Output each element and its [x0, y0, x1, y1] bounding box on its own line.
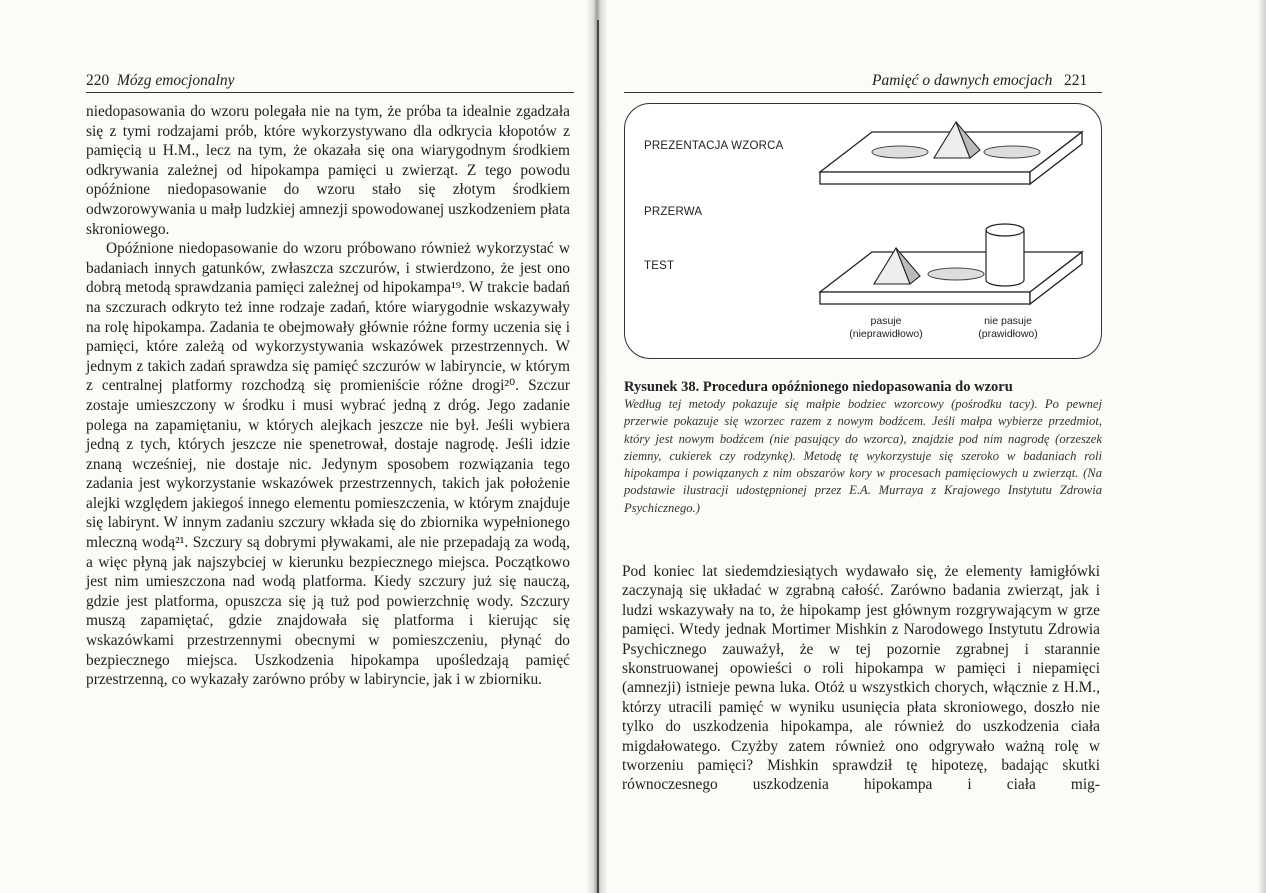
paragraph: niedopasowania do wzoru polegała nie na tym, że próba ta idealnie zgadzała się z tymi rodzajami prób, które wykorzystywano dla odkrycia kłopotów z pamięcią u H.M., lecz na tym, że okazała się ona wiarygodnym środkiem odkrywania zależnej od hipokampa pamięci u zwierząt. Z tego powodu opóźnione niedopasowanie do wzoru stało się złotym środkiem odwzorowywania u małp ludzkiej amnezji spowodowanej uszkodzeniem płata skroniowego.: [86, 103, 570, 238]
right-page-number: 221: [1063, 72, 1088, 89]
nonmatch-note: (prawidłowo): [978, 328, 1038, 340]
gutter-shadow-line: [597, 20, 599, 893]
left-header-rule: [86, 92, 574, 93]
cylinder-top: [986, 224, 1024, 236]
label-test: TEST: [644, 260, 675, 272]
left-running-title: Mózg emocjonalny: [117, 72, 235, 89]
presentation-tray-illustration: [820, 118, 1090, 194]
left-well: [872, 146, 928, 158]
test-tray-illustration: [820, 222, 1090, 312]
label-presentation: PREZENTACJA WZORCA: [644, 140, 784, 152]
match-note: (nieprawidłowo): [849, 328, 923, 340]
page-edge-shadow: [1258, 0, 1266, 893]
label-delay: PRZERWA: [644, 206, 703, 218]
cylinder-nonmatch: [986, 230, 1024, 286]
caption-title: Rysunek 38. Procedura opóźnionego niedopasowania do wzoru: [624, 379, 1013, 395]
match-label: pasuje: [870, 315, 902, 327]
right-header-rule: [624, 92, 1102, 93]
left-text-column: [86, 102, 570, 690]
figure-caption: [624, 378, 1102, 517]
right-page-header: [872, 72, 1087, 90]
nonmatch-label: nie pasuje: [984, 315, 1032, 327]
center-well: [928, 268, 984, 280]
right-running-title: Pamięć o dawnych emocjach: [872, 72, 1053, 89]
paragraph: Opóźnione niedopasowanie do wzoru próbowano również wykorzystać w badaniach innych gatunków, zwłaszcza szczurów, i stwierdzono, że jest ono dobrą metodą sprawdzania pamięci zależnej od hipokampa¹⁹. W trakcie badań na szczurach odkryto też inne rodzaje zadań, które wiarygodnie wskazywały na rolę hipokampa. Zadania te obejmowały głównie różne formy uczenia się i pamięci, które zależą od wykorzystywania wskazówek przestrzennych. W jednym z takich zadań sprawdza się pamięć szczurów w labiryncie, w którym z centralnej platformy rozchodzą się promieniście różne drogi²⁰. Szczur zostaje umieszczony w środku i musi wybrać jedną z dróg. Jego zadanie polega na zapamiętaniu, w których alejkach jeszcze nie był. Jeśli wybiera jedną z tych, których jeszcze nie spenetrował, dostaje nagrodę. Jeśli idzie znaną wcześniej, nie dostaje nic. Jedynym sposobem rozwiązania tego zadania jest wykorzystanie wskazówek przestrzennych, takich jak położenie alejki względem jakiegoś innego elementu pomieszczenia, w którym znajduje się labirynt. W innym zadaniu szczury wkłada się do zbiornika wypełnionego mleczną wodą²¹. Szczury są dobrymi pływakami, ale nie przepadają za wodą, a więc płyną jak najszybciej w kierunku bezpiecznego miejsca. Początkowo jest nim umieszczona nad wodą platforma. Kiedy szczury już się nauczą, gdzie jest platforma, opuszcza się ją tuż pod powierzchnię wody. Szczury muszą zapamiętać, gdzie znajdowała się platforma i kierując się wskazówkami przestrzennymi obecnymi w pomieszczeniu, płynąć do bezpiecznego miejsca. Uszkodzenia hipokampa upośledzają pamięć przestrzenną, co wykazały zarówno próby w labiryncie, jak i w zbiorniku.: [86, 240, 570, 689]
caption-body: Według tej metody pokazuje się małpie bodziec wzorcowy (pośrodku tacy). Po pewnej przerwie pokazuje się wzorzec razem z nowym bodźcem. Jeśli małpa wybierze przedmiot, który jest nowym bodźcem (nie pasujący do wzorca), znajdzie pod nim nagrodę (orzeszek ziemny, cukierek czy rodzynkę). Metodę tę wykorzystuje się szeroko w badaniach roli hipokampa i powiązanych z nim obszarów kory w procesach pamięciowych u zwierząt. (Na podstawie ilustracji udostępnionej przez E.A. Murraya z Krajowego Instytutu Zdrowia Psychicznego.): [624, 397, 1102, 515]
nonmatch-caption: [958, 315, 1058, 341]
match-caption: [838, 315, 934, 341]
right-text-column: [622, 562, 1100, 795]
paragraph: Pod koniec lat siedemdziesiątych wydawało się, że elementy łamigłówki zaczynają się układać w zgrabną całość. Zarówno badania zwierząt, jak i ludzi wskazywały na to, że hipokamp jest głównym rozgrywającym w grze pamięci. Wtedy jednak Mortimer Mishkin z Narodowego Instytutu Zdrowia Psychicznego zauważył, że w tej pozornie zgrabnej i starannie skonstruowanej opowieści o roli hipokampa w pamięci i niepamięci (amnezji) istnieje pewna luka. Otóż u wszystkich chorych, włącznie z H.M., którzy utracili pamięć w wyniku usunięcia płata skroniowego, doszło nie tylko do uszkodzenia hipokampa, ale również do uszkodzenia ciała migdałowatego. Czyżby zatem również ono odgrywało ważną rolę w tworzeniu pamięci? Mishkin sprawdził tę hipotezę, badając skutki równoczesnego uszkodzenia hipokampa i ciała mig-: [622, 563, 1100, 794]
left-page-number: 220: [86, 72, 110, 89]
tray-front: [820, 172, 1030, 184]
right-well: [984, 146, 1040, 158]
tray-front: [820, 292, 1030, 304]
left-page-header: [86, 72, 235, 90]
